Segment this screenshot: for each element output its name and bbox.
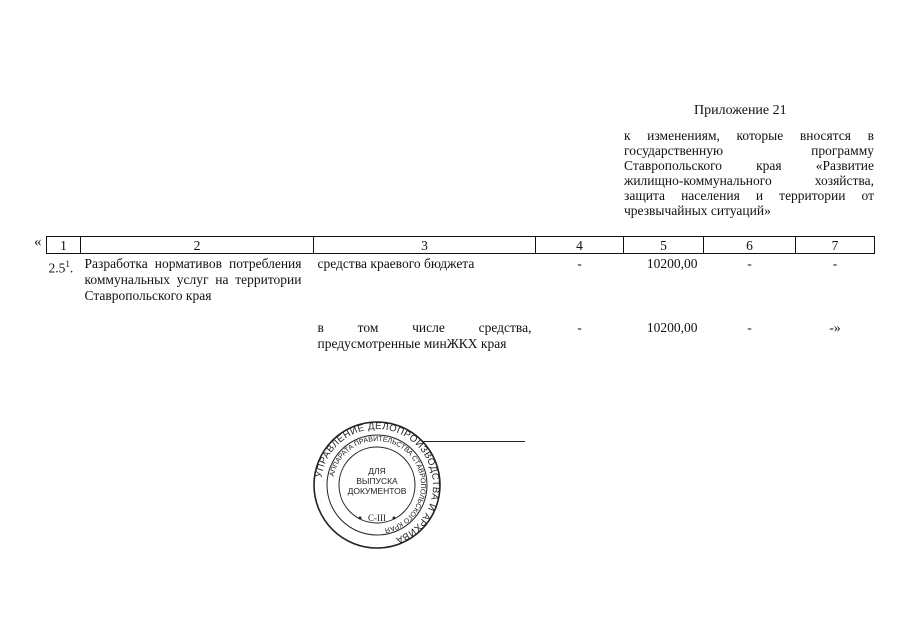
- header-col-4: 4: [536, 237, 624, 254]
- appendix-subtitle: к изменениям, которые вносятся в государственную программу Ставропольского края «Развитие жилищно-коммунального хозяйства, защита населения и территории от чрезвычайных ситуаций»: [624, 128, 874, 218]
- stamp-inner-text: АППАРАТА ПРАВИТЕЛЬСТВА СТАВРОПОЛЬСКОГО КРАЯ: [328, 435, 427, 534]
- stamp-code: С-III: [368, 513, 386, 523]
- cell-col-6: -: [747, 320, 752, 335]
- cell-col-6: -: [747, 256, 752, 271]
- header-col-1: 1: [47, 237, 81, 254]
- cell-col-5: 10200,00: [646, 320, 698, 335]
- row-number-empty: [47, 318, 81, 352]
- row-number-superscript: 1: [65, 259, 70, 269]
- official-stamp: [312, 420, 442, 550]
- stamp-center-line-1: ДЛЯ: [368, 466, 386, 476]
- opening-quote: «: [34, 234, 42, 250]
- cell-col-4: -: [577, 320, 582, 335]
- stamp-center-line-2: ВЫПУСКА: [356, 476, 398, 486]
- cell-col-4: -: [577, 256, 582, 271]
- header-col-3: 3: [314, 237, 536, 254]
- header-col-5: 5: [624, 237, 704, 254]
- header-col-2: 2: [81, 237, 314, 254]
- appendix-title: Приложение 21: [694, 103, 787, 118]
- row-number-dot: .: [69, 260, 74, 276]
- row-number: [47, 254, 81, 319]
- measure-name: Разработка нормативов потребления коммунальных услуг на территории Ставропольского края: [84, 256, 302, 303]
- header-col-6: 6: [704, 237, 796, 254]
- cell-col-5: 10200,00: [646, 256, 698, 271]
- stamp-outer-text: УПРАВЛЕНИЕ ДЕЛОПРОИЗВОДСТВА И АРХИВА: [313, 420, 442, 546]
- funding-source: в том числе средства, предусмотренные минЖКХ края: [317, 320, 532, 351]
- table-row: [47, 254, 875, 319]
- cell-col-7: -»: [829, 320, 841, 335]
- funding-source: средства краевого бюджета: [317, 256, 475, 271]
- cell-col-7: -: [832, 256, 838, 271]
- header-col-7: 7: [796, 237, 875, 254]
- row-number-main: 2.5: [48, 260, 66, 276]
- stamp-center-line-3: ДОКУМЕНТОВ: [347, 486, 407, 496]
- header-row: [47, 237, 875, 254]
- budget-table: [46, 236, 875, 352]
